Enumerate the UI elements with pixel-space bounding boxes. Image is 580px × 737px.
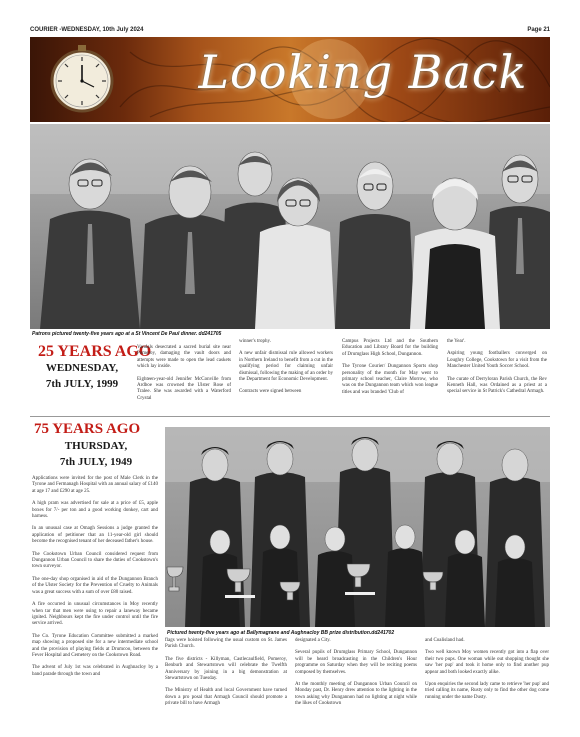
- section-75-heading: 75 YEARS AGO: [34, 421, 141, 437]
- photo2-caption: Pictured twenty-five years ago at Ballymagrane and Aughnacloy BB prize distribution.dd241702: [167, 630, 395, 636]
- section-25-column-2: [239, 339, 333, 402]
- paragraph: A fire occurred in unusual circumstances in Moy recently when tar that men were using to repair a laneway became ignited. Neighbours kept the fire under control until the fire service arrived.: [32, 602, 158, 627]
- looking-back-banner: [30, 37, 550, 122]
- paragraph: Contracts were signed between: [239, 389, 302, 395]
- section-75-column-4: [425, 638, 549, 707]
- paragraph: flags were hoisted following the usual custom on St. James Parish Church.: [165, 638, 287, 650]
- paragraph: The advent of July 1st was celebrated in Aughnacloy by a band parade through the town and: [32, 665, 158, 677]
- section-75-date: 7th JULY, 1949: [59, 456, 133, 468]
- paragraph: The one-day shop organised in aid of the Dungannon Branch of the Ulster Society for the Prevention of Cruelty to Animals was a great success with a sum of over £80 raised.: [32, 576, 158, 595]
- paragraph: Applications were invited for the post of Male Clerk in the Tyrone and Fermanagh Hospital with an annual salary of £140 at age 17 and £290 at age 25.: [32, 476, 158, 494]
- paragraph: and Coalisland had.: [425, 638, 465, 643]
- boys-brigade-photo: [165, 427, 550, 627]
- section-75-column-1: [32, 476, 158, 684]
- paragraph: Several pupils of Drumglass Primary School, Dungannon will be heard broadcasting in the Children's Hour programme on Saturday when they will be reciting poems composed by themselves.: [295, 650, 417, 675]
- paragraph: Campus Projects Ltd and the Southern Education and Library Board for the building of Drumglass High School, Dungannon.: [342, 339, 438, 357]
- section-divider: [30, 416, 550, 417]
- paragraph: Upon enquiries the second lady came to retrieve 'her pup' and tried calling its name, Rusty only to find the other dog come running under the name Dusty.: [425, 682, 549, 700]
- paragraph: Two well known Moy women recently got into a flap over their two pups. One woman while out shopping thought she saw 'her pup' and took it home only to find another pup appear and both looked exactly alike.: [425, 650, 549, 675]
- paragraph: At the monthly meeting of Dungannon Urban Council on Monday past, Dr. Henry drew attention to the lighting in the town asking why Dungannon had no lighting at night while the likes of Cookstown: [295, 682, 417, 707]
- paragraph: In an unusual case at Omagh Sessions a judge granted the application of petitioner that an 11-year-old girl should become the recognised tenant of her deceased father's house.: [32, 526, 158, 545]
- section-25-column-4: [447, 339, 547, 402]
- paragraph: The Co. Tyrone Education Committee submitted a marked map showing a proposed site for a new intermediate school and the provision of playing fields at Drumcoo, between the Fever Hospital and Cemetery on the Cookstown Road.: [32, 633, 158, 658]
- section-25-weekday: WEDNESDAY,: [45, 362, 119, 374]
- paragraph: The Tyrone Courier/ Dungannon Sports shop personality of the month for May went to primary school teacher, Claire Morrow, who was on the Dungannon team which won league titles and was branded 'Club of: [342, 364, 438, 395]
- section-25-column-3: [342, 339, 438, 402]
- paragraph: The Cookstown Urban Council considered request from Dungannon Urban Council to share the duties of Cookstown's town surveyor.: [32, 551, 158, 570]
- section-25-column-1: [137, 345, 231, 408]
- page-number: Page 21: [527, 27, 550, 33]
- paragraph: The curate of Derryloran Parish Church, the Rev Kenneth Hall, was Ordained as a priest at a special service in St Patrick's Cathedral Armagh.: [447, 376, 547, 395]
- section-25-date: 7th JULY, 1999: [45, 378, 119, 390]
- section-75-weekday: THURSDAY,: [64, 440, 128, 452]
- section-75-column-3: [295, 638, 417, 714]
- paragraph: Eighteen-year-old Jennifer McConville from Ardboe was crowned the Ulster Rose of Tralee. She was awarded with a Waterford Crystal: [137, 376, 231, 401]
- paragraph: the Year'.: [447, 339, 466, 344]
- paragraph: The Ministry of Health and local Government have turned down a pro posal that Armagh Council should promote a private bill to have Armagh: [165, 688, 287, 707]
- paragraph: Aspiring young footballers converged on Loughry College, Cookstown for a visit from the Manchester United Youth Soccer School.: [447, 351, 547, 370]
- paragraph: winner's trophy.: [239, 339, 271, 344]
- boys-brigade-photo-image: [165, 427, 550, 627]
- patrons-photo-image: [30, 124, 550, 329]
- paragraph: designated a City.: [295, 638, 331, 643]
- section-75-column-2: [165, 638, 287, 714]
- patrons-photo: [30, 124, 550, 329]
- banner-title: Looking Back: [198, 45, 528, 99]
- pocket-watch-icon: [46, 43, 118, 115]
- photo1-caption: Patrons pictured twenty-five years ago at a St Vincent De Paul dinner. dd241705: [32, 331, 222, 337]
- publication-date: COURIER -WEDNESDAY, 10th July 2024: [30, 27, 144, 33]
- paragraph: Vandals desecrated a sacred burial site near Pomeroy, damaging the vault doors and attempts were made to open the lead caskets which lay inside.: [137, 345, 231, 370]
- paragraph: A new unfair dismissal rule allowed workers in Northern Ireland to benefit from a cut in the qualifying period for claiming unfair dismissal, following the making of an order by the Department for Economic Development.: [239, 351, 333, 383]
- paragraph: A high pram was advertised for sale at a price of £5, apple boxes for 7/- per ton and a good working donkey, cart and harness.: [32, 501, 158, 520]
- page-header: [30, 24, 550, 36]
- section-25-heading: 25 YEARS AGO: [38, 343, 152, 360]
- paragraph: The five districts - Killyman, Castlecaulfield, Pomeroy, Benburb and Stewartstown will celebrate the Twelfth Anniversary by joining in a big demonstration at Stewartstown on Tuesday.: [165, 656, 287, 682]
